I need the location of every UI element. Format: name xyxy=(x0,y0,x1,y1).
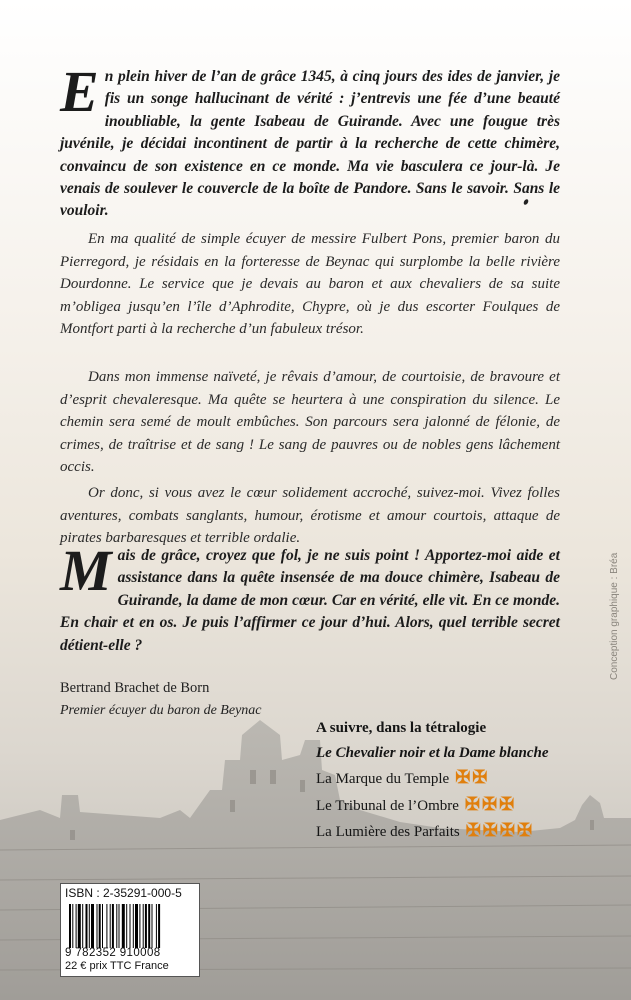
series-box xyxy=(316,716,616,845)
barcode-bar xyxy=(133,904,134,948)
design-credit: Conception graphique : Bréa xyxy=(609,552,620,680)
paragraph-naivety xyxy=(60,366,560,479)
isbn-text: ISBN : 2-35291-000-5 xyxy=(65,886,182,900)
paragraph-squire xyxy=(60,228,560,341)
barcode-label xyxy=(60,883,200,977)
barcode-bar xyxy=(158,904,160,948)
series-heading: A suivre, dans la tétralogie xyxy=(316,720,487,736)
series-volume xyxy=(316,792,616,819)
barcode-bar xyxy=(119,904,120,948)
barcode-bar xyxy=(102,904,103,948)
barcode-bar xyxy=(135,904,138,948)
templar-cross-icon: ✠✠ xyxy=(455,767,490,787)
closing-paragraph xyxy=(60,538,560,657)
volume-title: La Lumière des Parfaits xyxy=(316,824,460,840)
paragraph-invitation xyxy=(60,482,560,550)
paragraph-text: ais de grâce, croyez que fol, je ne suis point ! Apportez-moi aide et assistance dans la quête insensée de ma douce chimère, Isabeau de Guirande, la dame de mon cœur. Car en vérité, elle vit. En ce monde. En chair et en os. Je puis l’affirmer ce jour d’hui. Alors, quel terrible secret détient-elle ? xyxy=(60,547,560,654)
volume-title: Le Tribunal de l’Ombre xyxy=(316,797,459,814)
series-volume xyxy=(316,765,616,792)
author-title: Premier écuyer du baron de Beynac xyxy=(60,703,262,718)
barcode-bar xyxy=(89,904,90,948)
barcode xyxy=(69,904,191,948)
barcode-bar xyxy=(112,904,114,948)
barcode-bar xyxy=(99,904,101,948)
barcode-bar xyxy=(78,904,81,948)
paragraph-text: Or donc, si vous avez le cœur solidement accroché, suivez-moi. Vivez folles aventures, combats sanglants, humour, érotisme et amour courtois, attaque de pirates barbaresques et terrible ordalie. xyxy=(60,485,560,547)
author-name: Bertrand Brachet de Born xyxy=(60,680,210,696)
barcode-bar xyxy=(145,904,147,948)
paragraph-text: En ma qualité de simple écuyer de messire Fulbert Pons, premier baron du Pierregord, je résidais en la forteresse de Beynac qui surplombe la belle rivière Dourdonne. Le service que je devais au baron et aux chevaliers de sa suite m’obligea jusqu’en l’île d’Aphrodite, Chypre, où je dus escorter Foulques de Montfort parti à la recherche d’un fabuleux trésor. xyxy=(60,231,560,338)
drop-cap: M xyxy=(60,538,112,603)
series-volume xyxy=(316,818,616,845)
barcode-bar xyxy=(143,904,144,948)
barcode-bar xyxy=(139,904,140,948)
barcode-bar xyxy=(116,904,117,948)
barcode-bar xyxy=(106,904,107,948)
volume-title: La Marque du Temple xyxy=(316,771,450,787)
barcode-bar xyxy=(110,904,111,948)
barcode-bar xyxy=(91,904,94,948)
series-name: Le Chevalier noir et la Dame blanche xyxy=(316,744,549,761)
barcode-bar xyxy=(156,904,157,948)
drop-cap: E xyxy=(60,59,99,124)
barcode-bar xyxy=(86,904,88,948)
ean-number: 9 782352 910008 xyxy=(65,947,161,959)
barcode-bar xyxy=(122,904,125,948)
templar-cross-icon: ✠✠✠ xyxy=(464,793,517,814)
intro-paragraph xyxy=(60,59,560,223)
barcode-bar xyxy=(82,904,83,948)
barcode-bar xyxy=(76,904,77,948)
barcode-bar xyxy=(152,904,153,948)
barcode-bar xyxy=(72,904,73,948)
barcode-bar xyxy=(148,904,150,948)
paragraph-text: n plein hiver de l’an de grâce 1345, à cinq jours des ides de janvier, je fis un songe hallucinant de vérité : j’entrevis une fée d’une beauté inoubliable, la gente Isabeau de Guirande. Avec une fougue très juvénile, je décidai incontinent de partir à la recherche de cette chimère, convaincu de son existence en ce monde. Ma vie basculera ce jour-là. Je venais de soulever le couvercle de la boîte de Pandore. Sans le savoir. Sans le vouloir. xyxy=(60,68,560,220)
price-text: 22 € prix TTC France xyxy=(65,960,169,972)
barcode-bar xyxy=(97,904,98,948)
paragraph-text: Dans mon immense naïveté, je rêvais d’amour, de courtoisie, de bravoure et d’esprit chevaleresque. Ma quête se heurtera à une conspiration du silence. Le chemin sera semé de moult embûches. Son parcours sera jalonné de félonie, de crimes, de traîtrise et de sang ! Le sang de pauvres ou de nobles gens lâchement occis. xyxy=(60,369,560,476)
barcode-bar xyxy=(126,904,127,948)
templar-cross-icon: ✠✠✠✠ xyxy=(465,820,535,840)
barcode-bar xyxy=(69,904,71,948)
barcode-bar xyxy=(130,904,131,948)
